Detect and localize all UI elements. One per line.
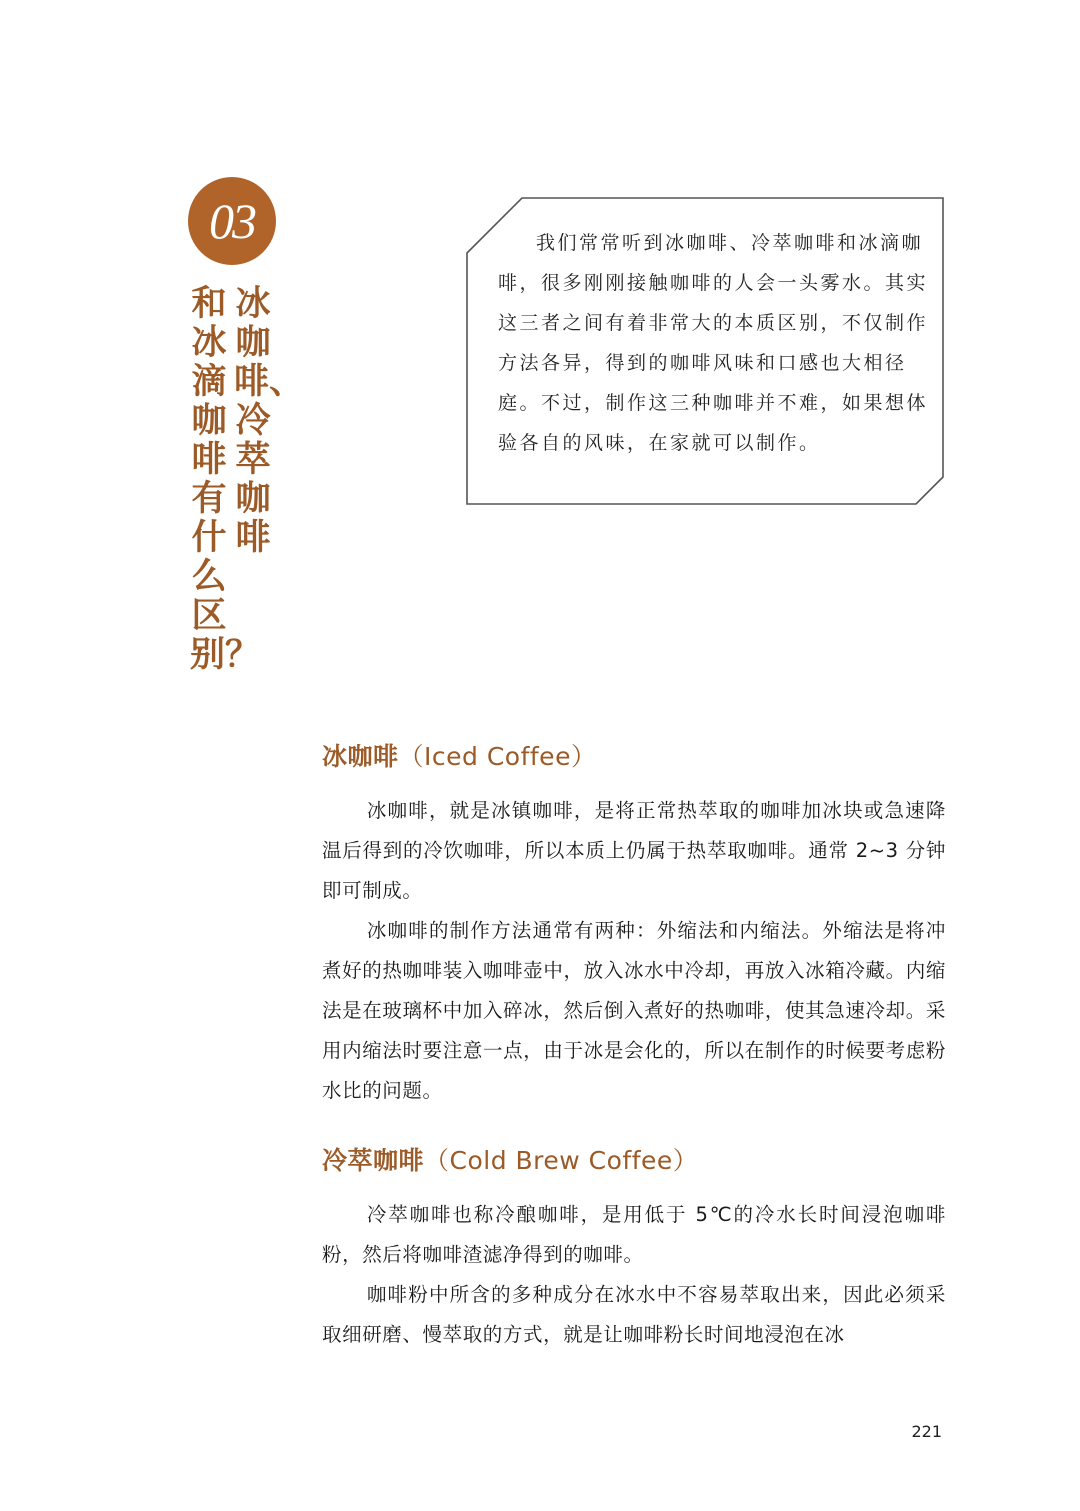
chapter-number-badge bbox=[188, 177, 276, 265]
paragraph: 冰咖啡，就是冰镇咖啡，是将正常热萃取的咖啡加冰块或急速降温后得到的冷饮咖啡，所以本质上仍属于热萃取咖啡。通常 2~3 分钟即可制成。 bbox=[322, 799, 946, 902]
section-iced-coffee bbox=[322, 737, 946, 1111]
section-heading-cn: 冰咖啡 bbox=[322, 742, 399, 771]
intro-paragraph: 我们常常听到冰咖啡、冷萃咖啡和冰滴咖啡，很多刚刚接触咖啡的人会一头雾水。其实这三者之间有着非常大的本质区别，不仅制作方法各异，得到的咖啡风味和口感也大相径庭。不过，制作这三种咖啡并不难，如果想体验各自的风味，在家就可以制作。 bbox=[498, 232, 929, 454]
section-cold-brew bbox=[322, 1141, 946, 1355]
chapter-number: 03 bbox=[209, 193, 255, 249]
chapter-title-line2: 和冰滴咖啡有什么区别？ bbox=[190, 284, 261, 675]
page-number: 221 bbox=[911, 1422, 942, 1441]
section-heading-cn: 冷萃咖啡 bbox=[322, 1146, 425, 1175]
section-heading bbox=[322, 1141, 946, 1177]
paragraph: 冰咖啡的制作方法通常有两种：外缩法和内缩法。外缩法是将冲煮好的热咖啡装入咖啡壶中，放入冰水中冷却，再放入冰箱冷藏。内缩法是在玻璃杯中加入碎冰，然后倒入煮好的热咖啡，使其急速冷却。采用内缩法时要注意一点，由于冰是会化的，所以在制作的时候要考虑粉水比的问题。 bbox=[322, 919, 946, 1102]
section-heading-en: （Iced Coffee） bbox=[398, 742, 597, 771]
paragraph: 咖啡粉中所含的多种成分在冰水中不容易萃取出来，因此必须采取细研磨、慢萃取的方式，就是让咖啡粉长时间地浸泡在冰 bbox=[322, 1283, 946, 1346]
intro-text bbox=[498, 223, 928, 463]
section-body bbox=[322, 1195, 946, 1355]
section-body bbox=[322, 791, 946, 1111]
section-heading bbox=[322, 737, 946, 773]
paragraph: 冷萃咖啡也称冷酿咖啡，是用低于 5℃的冷水长时间浸泡咖啡粉，然后将咖啡渣滤净得到的咖啡。 bbox=[322, 1203, 946, 1266]
chapter-title-line1: 冰咖啡、冷萃咖啡 bbox=[234, 284, 305, 558]
section-heading-en: （Cold Brew Coffee） bbox=[424, 1146, 699, 1175]
intro-box bbox=[466, 197, 944, 505]
